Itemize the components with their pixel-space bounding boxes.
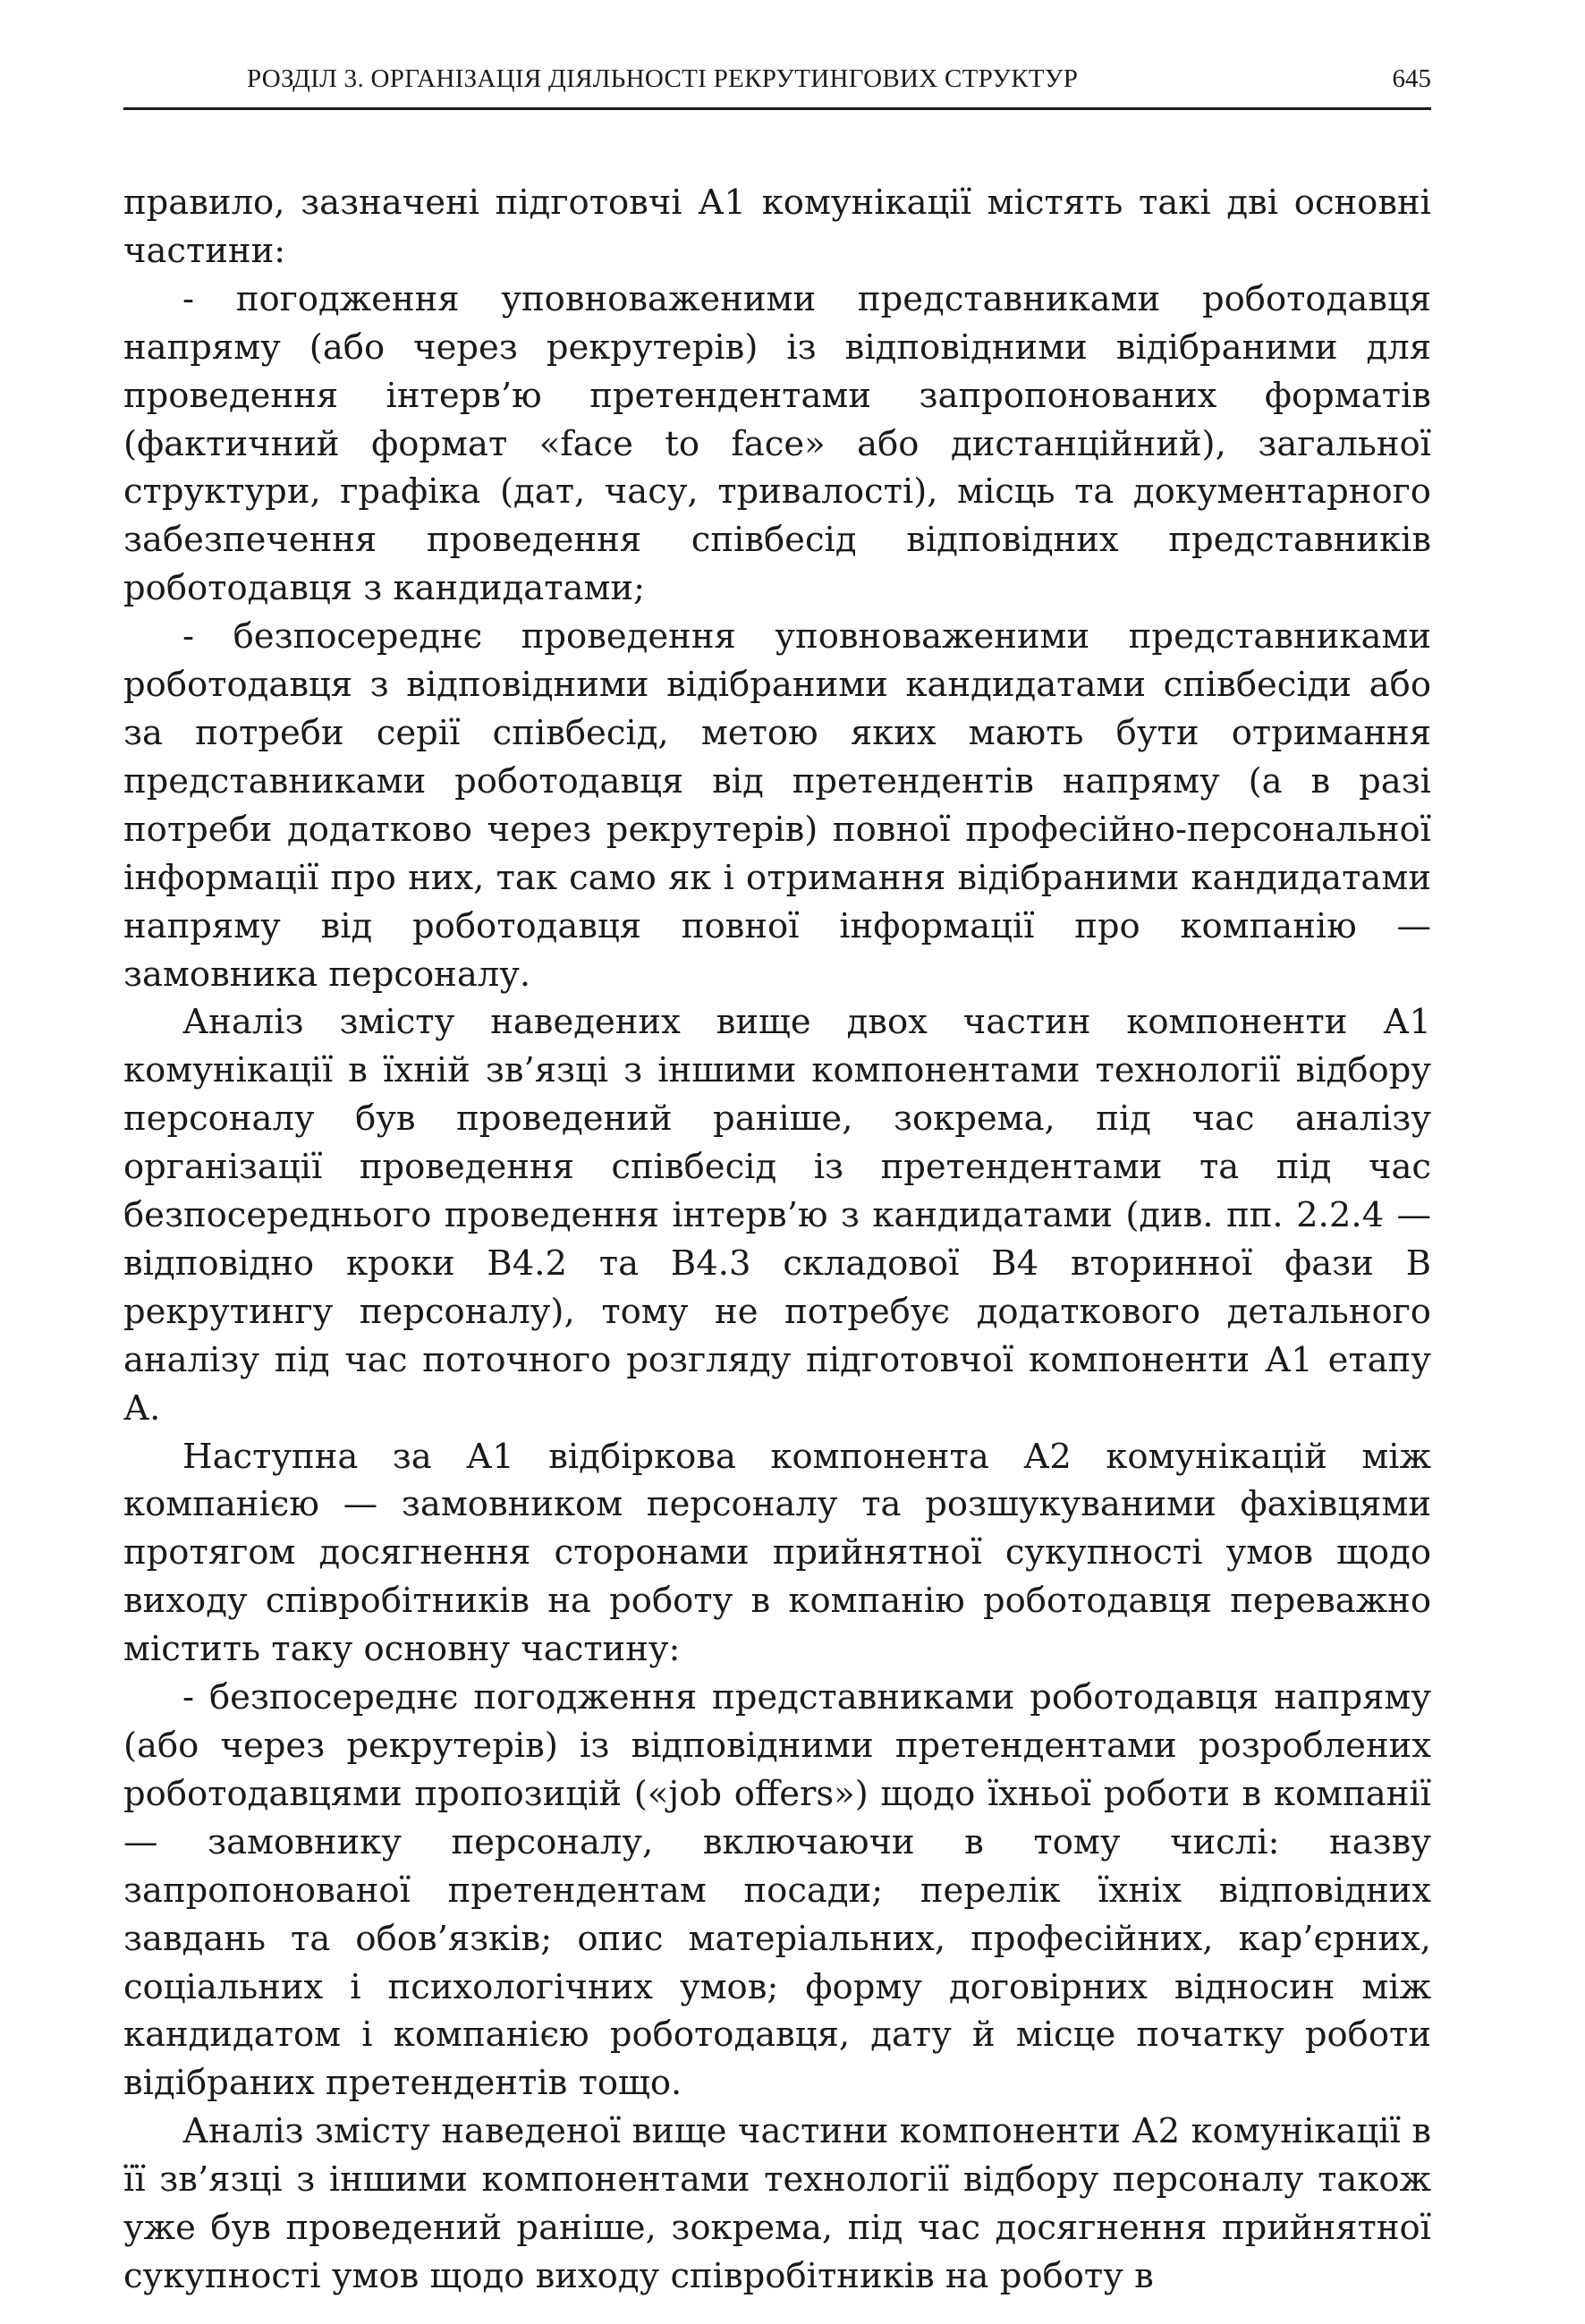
running-head: РОЗДІЛ 3. ОРГАНІЗАЦІЯ ДІЯЛЬНОСТІ РЕКРУТИНГОВИХ СТРУКТУР [247, 64, 1079, 93]
paragraph-component-a2: Наступна за А1 відбіркова компонента А2 комунікацій між компанією — замовником персоналу та розшукуваними фахівцями протягом досягнення сторонами прийнятної сукупності умов щодо виходу співробітників на роботу в компанію роботодавця переважно містить таку основну частину: [123, 1436, 1431, 1670]
list-item-conducting-interviews: - безпосереднє проведення уповноваженими представниками роботодавця з відповідними відібраними кандидатами співбесіди або за потреби серії співбесід, метою яких мають бути отримання представниками роботодавця від претендентів напряму (а в разі потреби додатково через рекрутерів) повної професійно-персональної інформації про них, так само як і отримання відібраними кандидатами напряму від роботодавця повної інформації про компанію — замовника персоналу. [123, 616, 1431, 995]
paragraph-analysis-a2: Аналіз змісту наведеної вище частини компоненти А2 комунікації в її зв’язці з іншими компонентами технології відбору персоналу також уже був проведений раніше, зокрема, під час досягнення прийнятної сукупності умов щодо виходу співробітників на роботу в [123, 2111, 1431, 2296]
body-text [123, 179, 1431, 2301]
page-number: 645 [1392, 64, 1431, 93]
paragraph-analysis-a1: Аналіз змісту наведених вище двох частин компоненти А1 комунікації в їхній зв’язці з іншими компонентами технології відбору персоналу був проведений раніше, зокрема, під час аналізу організації проведення співбесід із претендентами та під час безпосереднього проведення інтерв’ю з кандидатами (див. пп. 2.2.4 — відповідно кроки В4.2 та В4.3 складової В4 вторинної фази В рекрутингу персоналу), тому не потребує додаткового детального аналізу під час поточного розгляду підготовчої компоненти А1 етапу А. [123, 1002, 1431, 1429]
list-item-job-offers: - безпосереднє погодження представниками роботодавця напряму (або через рекрутерів) із відповідними претендентами розроблених роботодавцями пропозицій («job offers») щодо їхньої роботи в компанії — замовнику персоналу, включаючи в тому числі: назву запропонованої претендентам посади; перелік їхніх відповідних завдань та обов’язків; опис матеріальних, професійних, кар’єрних, соціальних і психологічних умов; форму договірних відносин між кандидатом і компанією роботодавця, дату й місце початку роботи відібраних претендентів тощо. [123, 1677, 1431, 2104]
paragraph-continuation: правило, зазначені підготовчі А1 комунікації містять такі дві основні частини: [123, 182, 1431, 271]
page-header [123, 63, 1431, 110]
list-item-interview-format-agreement: - погодження уповноваженими представниками роботодавця напряму (або через рекрутерів) із відповідними відібраними для проведення інтерв’ю претендентами запропонованих форматів (фактичний формат «face to face» або дистанційний), загальної структури, графіка (дат, часу, тривалості), місць та документарного забезпечення проведення співбесід відповідних представників роботодавця з кандидатами; [123, 278, 1431, 609]
